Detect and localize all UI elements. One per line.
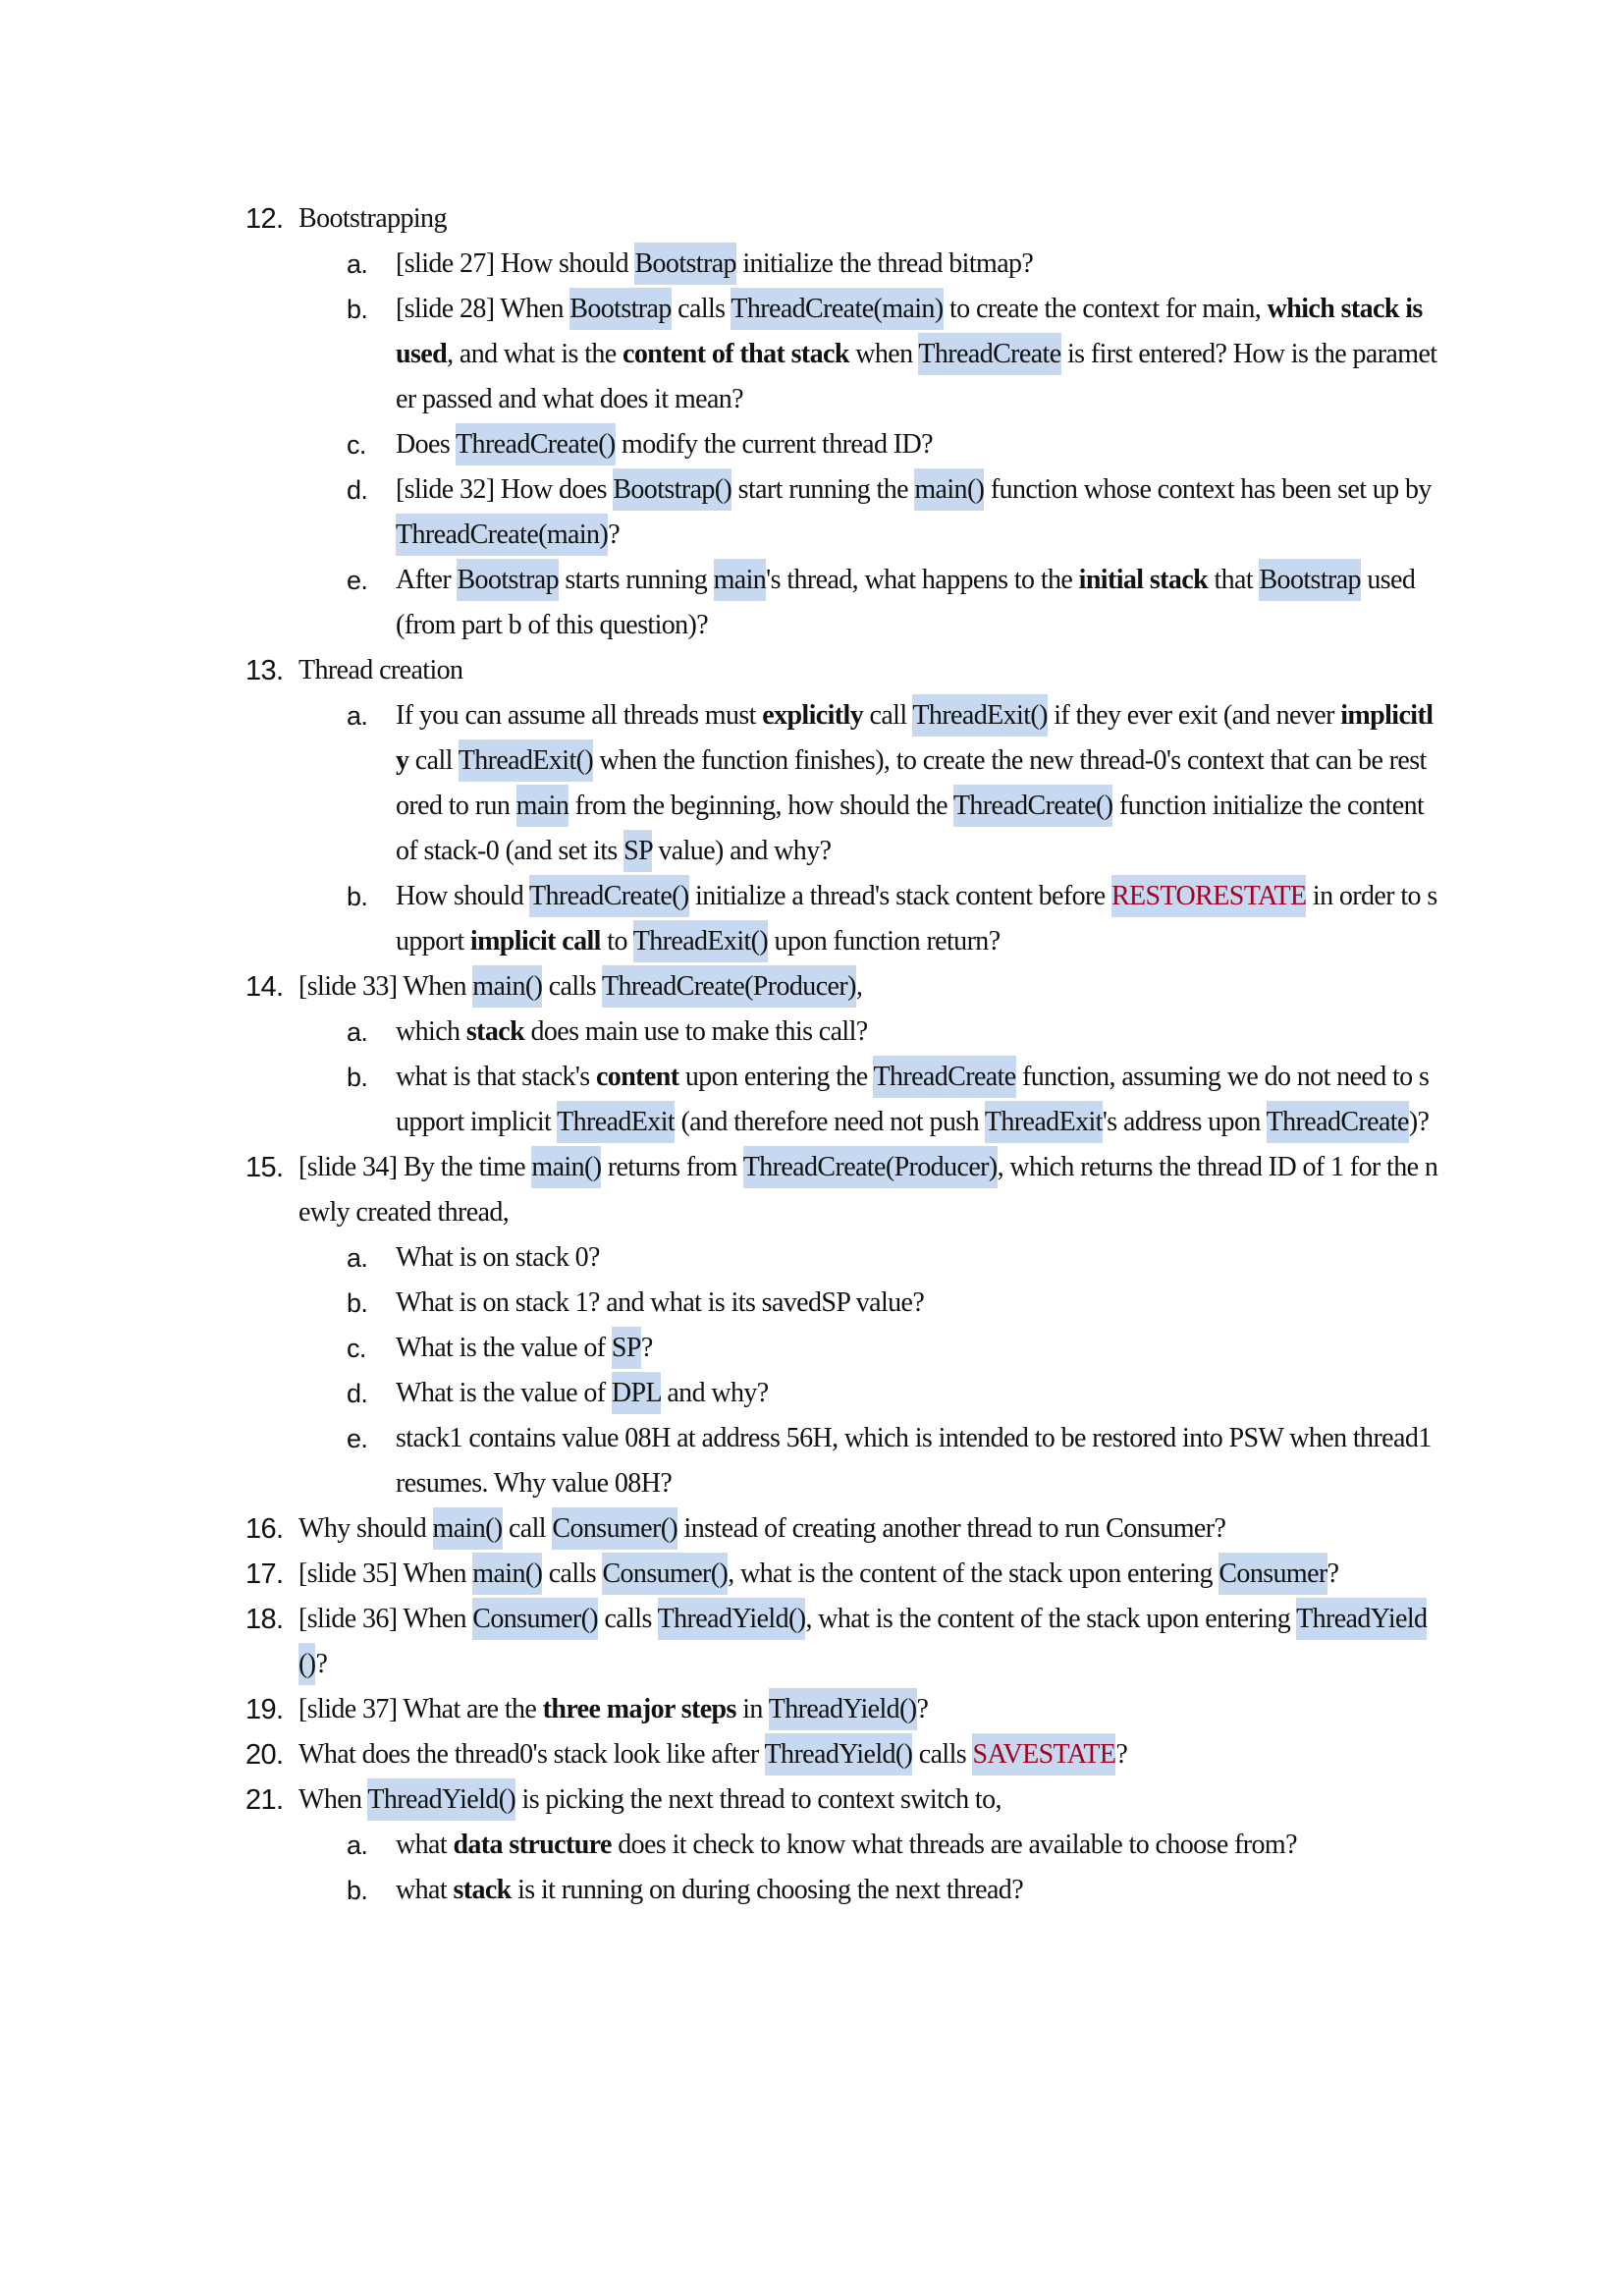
question-text	[298, 1733, 1127, 1776]
sub-question-letter: b.	[347, 1288, 368, 1318]
text-segment: Bootstrapping	[298, 203, 447, 234]
text-segment: What is on stack 1? and what is its savedSP value?	[396, 1287, 925, 1318]
text-segment: Thread creation	[298, 655, 463, 685]
highlighted-term: ThreadExit()	[633, 920, 768, 962]
sub-question	[245, 693, 1438, 874]
highlighted-term: Consumer	[1218, 1553, 1326, 1595]
text-segment: When	[298, 1784, 368, 1815]
question-list	[245, 196, 1438, 1913]
text-segment: upon entering the	[678, 1062, 874, 1092]
sub-question	[245, 422, 1438, 467]
sub-question	[245, 1281, 1438, 1326]
text-segment: what is that stack's	[396, 1062, 596, 1092]
highlighted-term: ThreadExit	[557, 1101, 675, 1143]
highlighted-term: main	[714, 559, 767, 601]
text-segment: If you can assume all threads must	[396, 700, 763, 731]
text-segment: call	[502, 1513, 553, 1544]
text-segment: [slide 36] When	[298, 1604, 473, 1634]
sub-question-letter: a.	[347, 1831, 368, 1860]
text-segment: , which returns the thread ID of 1 for the newly created thread,	[298, 1152, 1438, 1228]
text-segment: calls	[542, 1558, 603, 1589]
sub-question-letter: c.	[347, 430, 366, 460]
highlighted-term: ThreadYield()	[769, 1688, 917, 1730]
question-number: 21.	[245, 1784, 284, 1816]
text-segment: call	[863, 700, 913, 731]
question-item	[245, 648, 1438, 693]
sub-question-letter: b.	[347, 882, 368, 911]
text-segment: calls	[542, 971, 602, 1002]
highlighted-term: ThreadCreate(main)	[731, 288, 943, 330]
question-number: 13.	[245, 655, 284, 686]
text-segment: [slide 33] When	[298, 971, 473, 1002]
highlighted-term: Bootstrap	[1259, 559, 1360, 601]
text-segment: returns from	[601, 1152, 743, 1182]
highlighted-term: ThreadCreate	[873, 1056, 1015, 1098]
text-segment: What is the value of	[396, 1333, 612, 1363]
text-segment: that	[1208, 565, 1260, 595]
highlighted-term: main()	[914, 468, 984, 511]
text-segment: [slide 32] How does	[396, 474, 614, 505]
highlighted-term: ThreadCreate()	[456, 423, 616, 465]
sub-question-letter: a.	[347, 701, 368, 731]
text-segment: initialize the thread bitmap?	[735, 248, 1034, 279]
highlighted-term: main	[516, 785, 569, 827]
sub-question	[245, 287, 1438, 422]
sub-question-text	[396, 1016, 868, 1047]
highlighted-term: SAVESTATE	[972, 1733, 1115, 1776]
question-text	[298, 1553, 1339, 1595]
sub-question-letter: b.	[347, 295, 368, 324]
text-segment: stack1 contains value 08H at address 56H, which is intended to be restored into PSW when thread1 resumes. Why value 08H?	[396, 1423, 1432, 1499]
text-segment: instead of creating another thread to run Consumer?	[677, 1513, 1226, 1544]
question-item	[245, 1552, 1438, 1597]
highlighted-term: ThreadCreate(Producer)	[743, 1146, 998, 1188]
text-segment: Why should	[298, 1513, 433, 1544]
sub-question-letter: b.	[347, 1063, 368, 1092]
sub-question	[245, 1371, 1438, 1416]
sub-question-letter: b.	[347, 1876, 368, 1905]
question-item	[245, 1687, 1438, 1732]
highlighted-term: DPL	[612, 1372, 661, 1414]
highlighted-term: Bootstrap	[634, 243, 735, 285]
question-item	[245, 1597, 1438, 1687]
sub-question-text	[396, 1056, 1429, 1143]
highlighted-term: Bootstrap()	[613, 468, 731, 511]
text-segment: to create the context for main,	[943, 294, 1268, 324]
question-number: 18.	[245, 1604, 284, 1635]
text-segment: 's thread, what happens to the	[766, 565, 1079, 595]
text-segment: function whose context has been set up by	[984, 474, 1432, 505]
bold-text: stack	[465, 1016, 525, 1047]
question-number: 17.	[245, 1558, 284, 1590]
text-segment: is first entered? How is the parameter passed and what does it mean?	[396, 339, 1437, 414]
text-segment: After	[396, 565, 458, 595]
sub-question-letter: a.	[347, 249, 368, 279]
text-segment: , what is the content of the stack upon entering	[805, 1604, 1297, 1634]
text-segment: which	[396, 1016, 466, 1047]
text-segment: )?	[1408, 1107, 1430, 1137]
sub-question-text	[396, 1327, 653, 1369]
question-text	[298, 1507, 1225, 1550]
sub-question-letter: e.	[347, 566, 368, 595]
highlighted-term: ThreadExit	[985, 1101, 1103, 1143]
text-segment: [slide 28] When	[396, 294, 570, 324]
highlighted-term: main()	[433, 1507, 503, 1550]
highlighted-term: Consumer()	[552, 1507, 677, 1550]
text-segment: used (from part b of this question)?	[396, 565, 1416, 640]
sub-question-text	[396, 423, 933, 465]
text-segment: in	[735, 1694, 769, 1724]
text-segment: ?	[640, 1333, 653, 1363]
highlighted-term: Bootstrap	[569, 288, 671, 330]
sub-question	[245, 242, 1438, 287]
text-segment: calls	[598, 1604, 658, 1634]
text-segment: [slide 34] By the time	[298, 1152, 532, 1182]
text-segment: How should	[396, 881, 530, 911]
highlighted-term: ThreadYield()	[367, 1778, 515, 1821]
sub-question-text	[396, 243, 1033, 285]
sub-question-text	[396, 288, 1436, 414]
sub-question	[245, 1010, 1438, 1055]
bold-text: which stack is used	[396, 294, 1423, 369]
text-segment: initialize a thread's stack content before	[688, 881, 1111, 911]
text-segment: call	[408, 745, 459, 776]
text-segment: function initialize the content of stack-0 (and set its	[396, 791, 1425, 866]
sub-question-text	[396, 559, 1415, 640]
text-segment: ,	[855, 971, 863, 1002]
text-segment: ?	[608, 519, 621, 550]
highlighted-term: main()	[472, 965, 542, 1008]
sub-question-text	[396, 1287, 924, 1318]
text-segment: when the function finishes), to create the new thread-0's context that can be restored to run	[396, 745, 1427, 821]
highlighted-term: ThreadCreate(main)	[396, 514, 608, 556]
text-segment: modify the current thread ID?	[615, 429, 933, 460]
text-segment: what	[396, 1830, 454, 1860]
text-segment: does main use to make this call?	[524, 1016, 868, 1047]
highlighted-term: ThreadYield()	[298, 1598, 1427, 1685]
question-text	[298, 1778, 1001, 1821]
sub-question	[245, 1868, 1438, 1913]
bold-text: implicitly	[396, 700, 1434, 776]
sub-question-text	[396, 1423, 1432, 1499]
question-text	[298, 1146, 1437, 1228]
question-number: 19.	[245, 1694, 284, 1725]
text-segment: [slide 35] When	[298, 1558, 473, 1589]
highlighted-term: SP	[612, 1327, 641, 1369]
highlighted-term: SP	[623, 830, 652, 872]
question-number: 15.	[245, 1152, 284, 1183]
sub-question	[245, 1823, 1438, 1868]
text-segment: calls	[912, 1739, 973, 1770]
text-segment: calls	[671, 294, 731, 324]
bold-text: content	[595, 1062, 679, 1092]
sub-question-text	[396, 875, 1437, 962]
text-segment: What does the thread0's stack look like after	[298, 1739, 765, 1770]
text-segment: [slide 37] What are the	[298, 1694, 543, 1724]
highlighted-term: ThreadExit()	[912, 694, 1047, 737]
text-segment: does it check to know what threads are available to choose from?	[611, 1830, 1297, 1860]
text-segment: ?	[315, 1649, 328, 1679]
sub-question	[245, 558, 1438, 648]
question-text	[298, 203, 447, 234]
question-item	[245, 964, 1438, 1010]
highlighted-term: ThreadCreate	[1267, 1101, 1409, 1143]
text-segment: function, assuming we do not need to support implicit	[396, 1062, 1430, 1137]
text-segment: what	[396, 1875, 454, 1905]
sub-question-text	[396, 1242, 600, 1273]
question-number: 12.	[245, 203, 284, 235]
sub-question	[245, 1055, 1438, 1145]
question-text	[298, 1598, 1427, 1685]
sub-question-text	[396, 1372, 769, 1414]
bold-text: explicitly	[762, 700, 864, 731]
highlighted-term: ThreadExit()	[459, 739, 593, 782]
text-segment: What is the value of	[396, 1378, 612, 1408]
text-segment: ?	[1115, 1739, 1128, 1770]
bold-text: data structure	[453, 1830, 612, 1860]
highlighted-term: ThreadCreate()	[529, 875, 689, 917]
question-item	[245, 1732, 1438, 1777]
highlighted-term: main()	[531, 1146, 601, 1188]
highlighted-term: ThreadYield()	[765, 1733, 913, 1776]
question-number: 14.	[245, 971, 284, 1003]
text-segment: starts running	[558, 565, 714, 595]
highlighted-term: ThreadYield()	[658, 1598, 806, 1640]
text-segment: What is on stack 0?	[396, 1242, 600, 1273]
text-segment: if they ever exit (and never	[1047, 700, 1341, 731]
bold-text: initial stack	[1078, 565, 1209, 595]
highlighted-term: ThreadCreate	[918, 333, 1060, 375]
text-segment: (and therefore need not push	[675, 1107, 985, 1137]
text-segment: 's address upon	[1102, 1107, 1267, 1137]
sub-question	[245, 467, 1438, 558]
sub-question-text	[396, 1830, 1297, 1860]
question-item	[245, 1777, 1438, 1823]
text-segment: Does	[396, 429, 457, 460]
question-text	[298, 965, 862, 1008]
question-item	[245, 1506, 1438, 1552]
sub-question-text	[396, 694, 1433, 872]
sub-question-letter: d.	[347, 1379, 368, 1408]
text-segment: [slide 27] How should	[396, 248, 635, 279]
text-segment: , what is the content of the stack upon entering	[728, 1558, 1219, 1589]
bold-text: three major steps	[542, 1694, 736, 1724]
text-segment: ?	[1326, 1558, 1339, 1589]
text-segment: value) and why?	[652, 836, 832, 866]
question-number: 16.	[245, 1513, 284, 1545]
text-segment: start running the	[731, 474, 915, 505]
text-segment: is picking the next thread to context switch to,	[515, 1784, 1001, 1815]
question-text	[298, 1688, 928, 1730]
question-number: 20.	[245, 1739, 284, 1771]
sub-question-letter: a.	[347, 1243, 368, 1273]
question-item	[245, 1145, 1438, 1235]
sub-question	[245, 1416, 1438, 1506]
text-segment: ?	[916, 1694, 929, 1724]
bold-text: content of that stack	[623, 339, 849, 369]
text-segment: and why?	[660, 1378, 769, 1408]
sub-question	[245, 1235, 1438, 1281]
highlighted-term: main()	[472, 1553, 542, 1595]
highlighted-term: ThreadCreate(Producer)	[602, 965, 856, 1008]
sub-question-letter: c.	[347, 1334, 366, 1363]
sub-question	[245, 1326, 1438, 1371]
highlighted-term: Consumer()	[602, 1553, 728, 1595]
question-item	[245, 196, 1438, 242]
bold-text: implicit call	[469, 926, 601, 957]
text-segment: from the beginning, how should the	[568, 791, 953, 821]
sub-question	[245, 874, 1438, 964]
sub-question-letter: a.	[347, 1017, 368, 1047]
text-segment: is it running on during choosing the next thread?	[511, 1875, 1024, 1905]
question-text	[298, 655, 462, 685]
sub-question-letter: d.	[347, 475, 368, 505]
highlighted-term: ThreadCreate()	[953, 785, 1113, 827]
bold-text: stack	[453, 1875, 512, 1905]
text-segment: in order to support	[396, 881, 1437, 957]
sub-question-text	[396, 468, 1432, 556]
text-segment: upon function return?	[768, 926, 1001, 957]
highlighted-term: Bootstrap	[457, 559, 558, 601]
text-segment: when	[848, 339, 919, 369]
highlighted-term: RESTORESTATE	[1111, 875, 1307, 917]
text-segment: , and what is the	[447, 339, 623, 369]
highlighted-term: Consumer()	[472, 1598, 598, 1640]
text-segment: to	[600, 926, 633, 957]
sub-question-text	[396, 1875, 1023, 1905]
sub-question-letter: e.	[347, 1424, 368, 1453]
